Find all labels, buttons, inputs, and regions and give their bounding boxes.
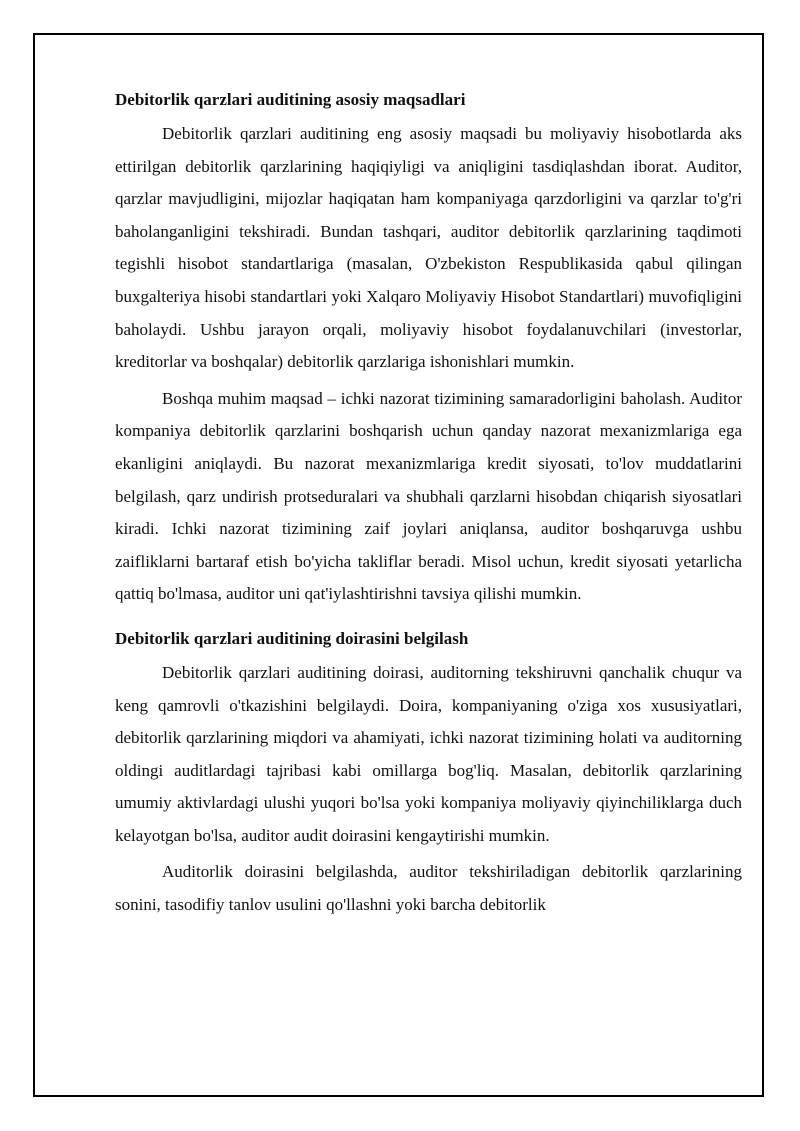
document-body — [115, 84, 742, 926]
paragraph: Auditorlik doirasini belgilashda, auditor tekshiriladigan debitorlik qarzlarining sonini, tasodifiy tanlov usulini qo'llashni yoki barcha debitorlik — [115, 862, 742, 915]
paragraph: Debitorlik qarzlari auditining eng asosiy maqsadi bu moliyaviy hisobotlarda aks ettirilgan debitorlik qarzlarining haqiqiyligi va aniqligini tasdiqlashdan iborat. Auditor, qarzlar mavjudligini, mijozlar haqiqatan ham kompaniyaga qarzdorligini va qarzlar to'g'ri baholanganligini tekshiradi. Bundan tashqari, auditor debitorlik qarzlarining taqdimoti tegishli hisobot standartlariga (masalan, O'zbekiston Respublikasida qabul qilingan buxgalteriya hisobi standartlari yoki Xalqaro Moliyaviy Hisobot Standartlari) muvofiqligini baholaydi. Ushbu jarayon orqali, moliyaviy hisobot foydalanuvchilari (investorlar, kreditorlar va boshqalar) debitorlik qarzlariga ishonishlari mumkin. — [115, 124, 742, 372]
paragraph: Debitorlik qarzlari auditining doirasi, auditorning tekshiruvni qanchalik chuqur va keng qamrovli o'tkazishini belgilaydi. Doira, kompaniyaning o'ziga xos xususiyatlari, debitorlik qarzlarining miqdori va ahamiyati, ichki nazorat tizimining holati va auditorning oldingi auditlardagi tajribasi kabi omillarga bog'liq. Masalan, debitorlik qarzlarining umumiy aktivlardagi ulushi yuqori bo'lsa yoki kompaniya moliyaviy qiyinchiliklarga duch kelayotgan bo'lsa, auditor audit doirasini kengaytirishi mumkin. — [115, 662, 742, 845]
section-heading-scope: Debitorlik qarzlari auditining doirasini belgilash — [115, 628, 469, 648]
section-heading-goals: Debitorlik qarzlari auditining asosiy maqsadlari — [115, 90, 466, 109]
paragraph: Boshqa muhim maqsad – ichki nazorat tizimining samaradorligini baholash. Auditor kompaniya debitorlik qarzlarini boshqarish uchun qanday nazorat mexanizmlariga ega ekanligini aniqlaydi. Bu nazorat mexanizmlariga kredit siyosati, to'lov muddatlarini belgilash, qarz undirish protseduralari va shubhali qarzlarni hisobdan chiqarish siyosatlari kiradi. Ichki nazorat tizimining zaif joylari aniqlansa, auditor boshqaruvga ushbu zaifliklarni bartaraf etish bo'yicha takliflar beradi. Misol uchun, kredit siyosati yetarlicha qattiq bo'lmasa, auditor uni qat'iylashtirishni tavsiya qilishi mumkin. — [115, 388, 742, 604]
